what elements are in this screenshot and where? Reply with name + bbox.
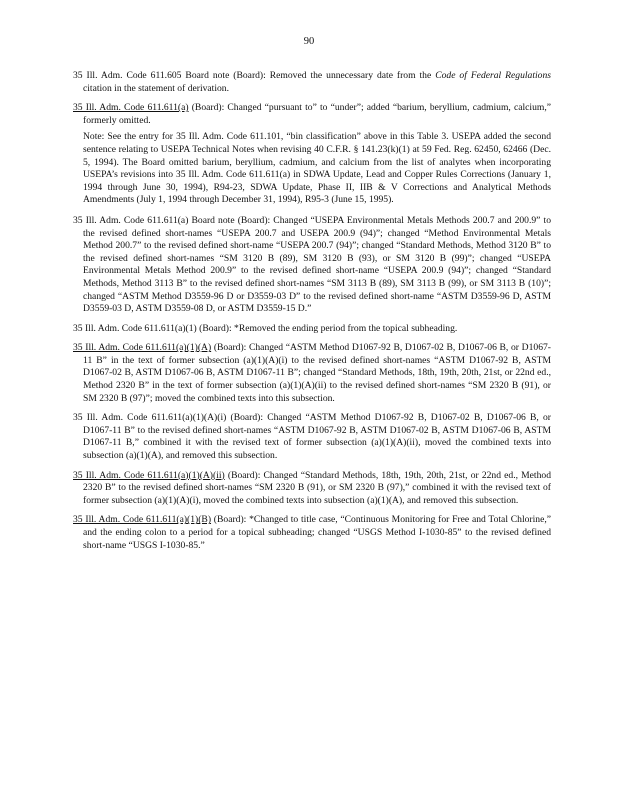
entry-text: (Board): *Changed to title case, “Continuous Monitoring for Free and Total Chlorine,” and the ending colon to a period for a topical subheading; changed “USGS Method I-1030-85” to the revised defined short-name “USGS I-1030-85.” [83,514,551,551]
entry-text: (Board): Changed “pursuant to” to “under”; added “barium, beryllium, cadmium, calcium,” formerly omitted. [83,102,551,126]
entry-text: (Board): Changed “ASTM Method D1067-92 B, D1067-02 B, D1067-06 B, or D1067-11 B” in the text of former subsection (a)(1)(A)(i) to the revised defined short-names “ASTM D1067-92 B, ASTM D1067-02 B, ASTM D1067-06 B, ASTM D1067-11 B”; changed “Standard Methods, 18th, 19th, 20th, 21st, or 22nd ed., Method 2320 B” in the text of former subsection (a)(1)(A)(ii) to the revised defined short-names “SM 2320 B (91), or SM 2320 B (97)”; moved the combined texts into this subsection. [83,342,551,404]
citation: 35 Ill. Adm. Code 611.611(a)(1)(A)(ii) [73,469,225,481]
entry-text: (Board): Changed “Standard Methods, 18th, 19th, 20th, 21st, or 22nd ed., Method 2320 B” to the revised defined short-names “SM 2320 B (91), or SM 2320 B (97),” combined it with the revised text of former subsection (a)(1)(A)(i), moved the combined texts into subsection (a)(1)(A), and removed this subsection. [83,469,551,506]
editorial-note: Note: See the entry for 35 Ill. Adm. Code 611.101, “bin classification” above in this Table 3. USEPA added the second sentence relating to USEPA Technical Notes when revising 40 C.F.R. § 141.23(k)(1) at 59 Fed. Reg. 62450, 62466 (Dec. 5, 1994). The Board omitted barium, beryllium, cadmium, and calcium from the list of analytes when incorporating USEPA’s revisions into 35 Ill. Adm. Code 611.611(a) in SDWA Update, Lead and Copper Rules Corrections (January 1, 1994 through June 30, 1994), R94-23, SDWA Update, Phase II, IIB & V Corrections and Analytical Methods Amendments (July 1, 1994 through December 31, 1994), R95-3 (June 15, 1995). [83,131,551,206]
italic-title: Code of Federal Regulations [435,70,551,81]
citation: 35 Ill. Adm. Code 611.611(a) [73,102,189,114]
citation: 35 Ill. Adm. Code 611.611(a)(1)(A) [73,342,212,354]
entry-text: (Board): *Removed the ending period from the topical subheading. [196,322,458,334]
list-item [73,412,551,462]
citation: 35 Ill. Adm. Code 611.611(a)(1)(B) [73,514,212,526]
list-item [73,514,551,552]
citation: 35 Ill. Adm. Code 611.605 [73,70,182,81]
list-item [73,215,551,316]
citation: 35 Ill. Adm. Code 611.611(a)(1) [73,322,197,334]
entry-text: Board note (Board): Changed “USEPA Environmental Metals Methods 200.7 and 200.9” to the revised defined short-names “USEPA 200.7 and USEPA 200.9 (94)”; changed “Method Environmental Metals Method 200.7” to the revised defined short-name “USEPA 200.7 (94)”; changed “Standard Methods, Method 3120 B” to the revised defined short-names “SM 3120 B (89), SM 3120 B (93), or SM 3120 B (99)”; changed “USEPA Environmental Metals Method 200.9” to the revised defined short-name “USEPA 200.9 (94)”; changed “Standard Methods, Method 3113 B” to the revised defined short-names “SM 3113 B (89), SM 3113 B (99), or SM 3113 B (10)”; changed “ASTM Method D3559-96 D or D3559-03 D” to the revised defined short-name “ASTM D3559-96 D, ASTM D3559-03 D, ASTM D3559-08 D, or ASTM D3559-15 D.” [83,214,551,315]
entry-text: (Board): Changed “ASTM Method D1067-92 B, D1067-02 B, D1067-06 B, or D1067-11 B” to the revised defined short-names “ASTM D1067-92 B, ASTM D1067-02 B, ASTM D1067-06 B, ASTM D1067-11 B,” combined it with the revised text of former subsection (a)(1)(A)(ii), moved the combined texts into subsection (a)(1)(A), and removed this subsection. [83,412,551,462]
entry-tail: citation in the statement of derivation. [83,82,229,94]
list-item [73,342,551,405]
citation: 35 Ill. Adm. Code 611.611(a) [73,214,189,226]
citation: 35 Ill. Adm. Code 611.611(a)(1)(A)(i) [73,412,227,424]
list-item [73,102,551,127]
list-item [73,323,551,336]
list-item [73,470,551,508]
entry-text: Board note (Board): Removed the unnecessary date from the [181,70,436,81]
list-item [73,70,551,95]
page-number: 90 [303,36,315,47]
document-body [73,70,551,559]
